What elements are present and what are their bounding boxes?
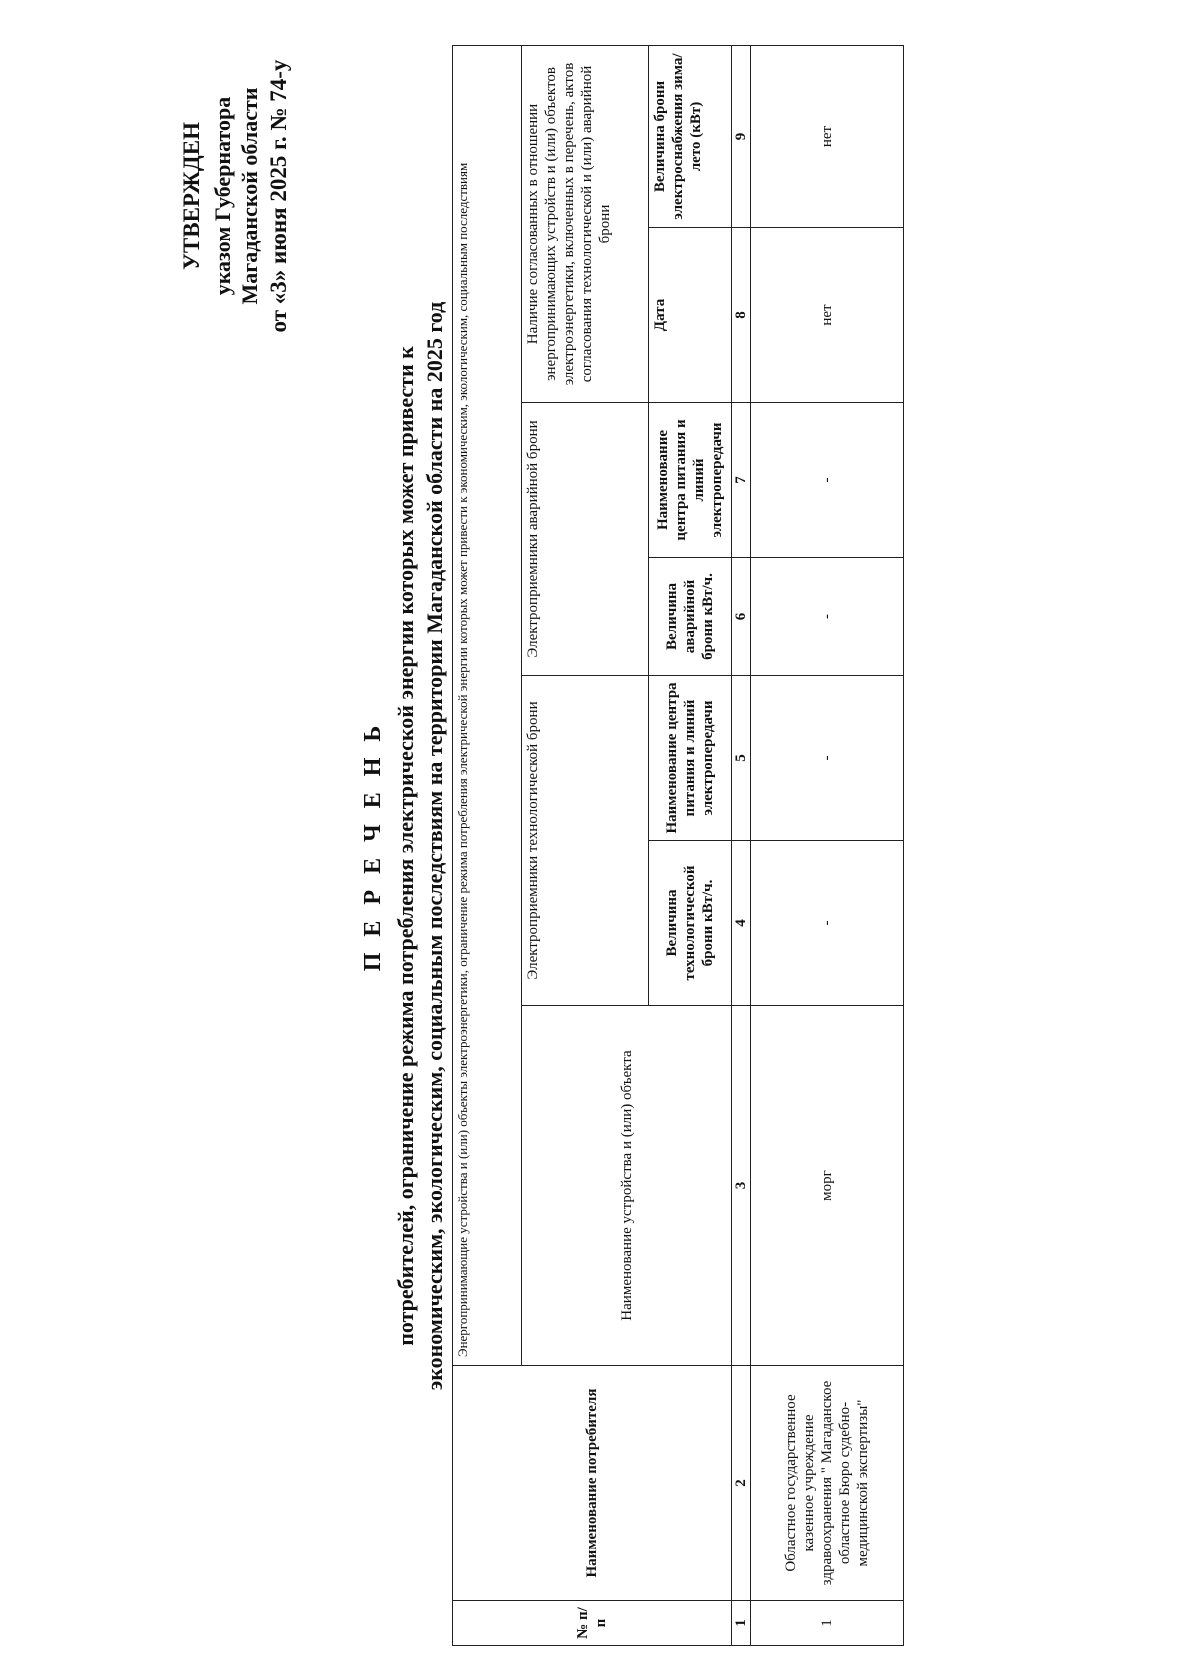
- approval-title: УТВЕРЖДЕН: [179, 122, 204, 270]
- header-acts-group: Наличие согласованных в отношении энергопринимающих устройств и (или) объектов электроэнергетики, включенных в перечень, актов согласования технологической и (или) аварийной брони: [522, 45, 649, 402]
- column-number: 7: [732, 403, 751, 558]
- header-num: № п/п: [453, 1601, 732, 1646]
- column-number: 1: [732, 1601, 751, 1646]
- row-num: 1: [751, 1601, 904, 1646]
- header-receivers-group: Энергопринимающие устройства и (или) объекты электроэнергетики, ограничение режима потребления электрической энергии которых может привести к экономическим, экологическим, социальным последствиям: [453, 45, 522, 1365]
- approval-line-2: Магаданской области: [237, 87, 262, 305]
- header-act-value: Величина брони электроснабжения зима/лето (кВт): [649, 45, 732, 227]
- column-number: 2: [732, 1366, 751, 1601]
- header-tech-value: Величина технологической брони кВт/ч.: [649, 841, 732, 1006]
- header-tech-group: Электроприемники технологической брони: [522, 676, 649, 1006]
- row-emergency-value: -: [751, 558, 904, 676]
- heading-title: П Е Р Е Ч Е Н Ь: [360, 720, 386, 972]
- header-consumer: Наименование потребителя: [453, 1366, 732, 1601]
- document-heading: [360, 76, 449, 1616]
- approval-stamp: [178, 26, 292, 366]
- header-tech-center: Наименование центра питания и линий электропередачи: [649, 676, 732, 841]
- approval-line-1: указом Губернатора: [210, 96, 235, 296]
- header-emergency-group: Электроприемники аварийной брони: [522, 403, 649, 676]
- column-number: 8: [732, 228, 751, 403]
- column-number: 9: [732, 45, 751, 227]
- header-row-1: [453, 45, 522, 1645]
- column-number: 4: [732, 841, 751, 1006]
- table-row: [751, 45, 904, 1645]
- row-act-date: нет: [751, 228, 904, 403]
- column-number: 6: [732, 558, 751, 676]
- consumers-table: [452, 45, 904, 1646]
- row-act-value: нет: [751, 45, 904, 227]
- column-number: 3: [732, 1006, 751, 1366]
- row-object: морг: [751, 1006, 904, 1366]
- approval-date: от «3» июня 2025 г. № 74-у: [266, 59, 291, 333]
- row-tech-value: -: [751, 841, 904, 1006]
- header-emergency-value: Величина аварийной брони кВт/ч.: [649, 558, 732, 676]
- header-emergency-center: Наименование центра питания и линий электропередачи: [649, 403, 732, 558]
- column-number-row: [732, 45, 751, 1645]
- row-tech-center: -: [751, 676, 904, 841]
- column-number: 5: [732, 676, 751, 841]
- heading-line-1: потребителей, ограничение режима потребления электрической энергии которых может привести к: [393, 346, 418, 1346]
- header-object-name: Наименование устройства и (или) объекта: [522, 1006, 732, 1366]
- row-consumer: Областное государственное казенное учреждение здравоохранения " Магаданское областное Бюро судебно-медицинской экспертизы": [751, 1366, 904, 1601]
- heading-line-2: экономическим, экологическим, социальным последствиям на территории Магаданской области на 2025 год: [422, 301, 447, 1391]
- header-act-date: Дата: [649, 228, 732, 403]
- row-emergency-center: -: [751, 403, 904, 558]
